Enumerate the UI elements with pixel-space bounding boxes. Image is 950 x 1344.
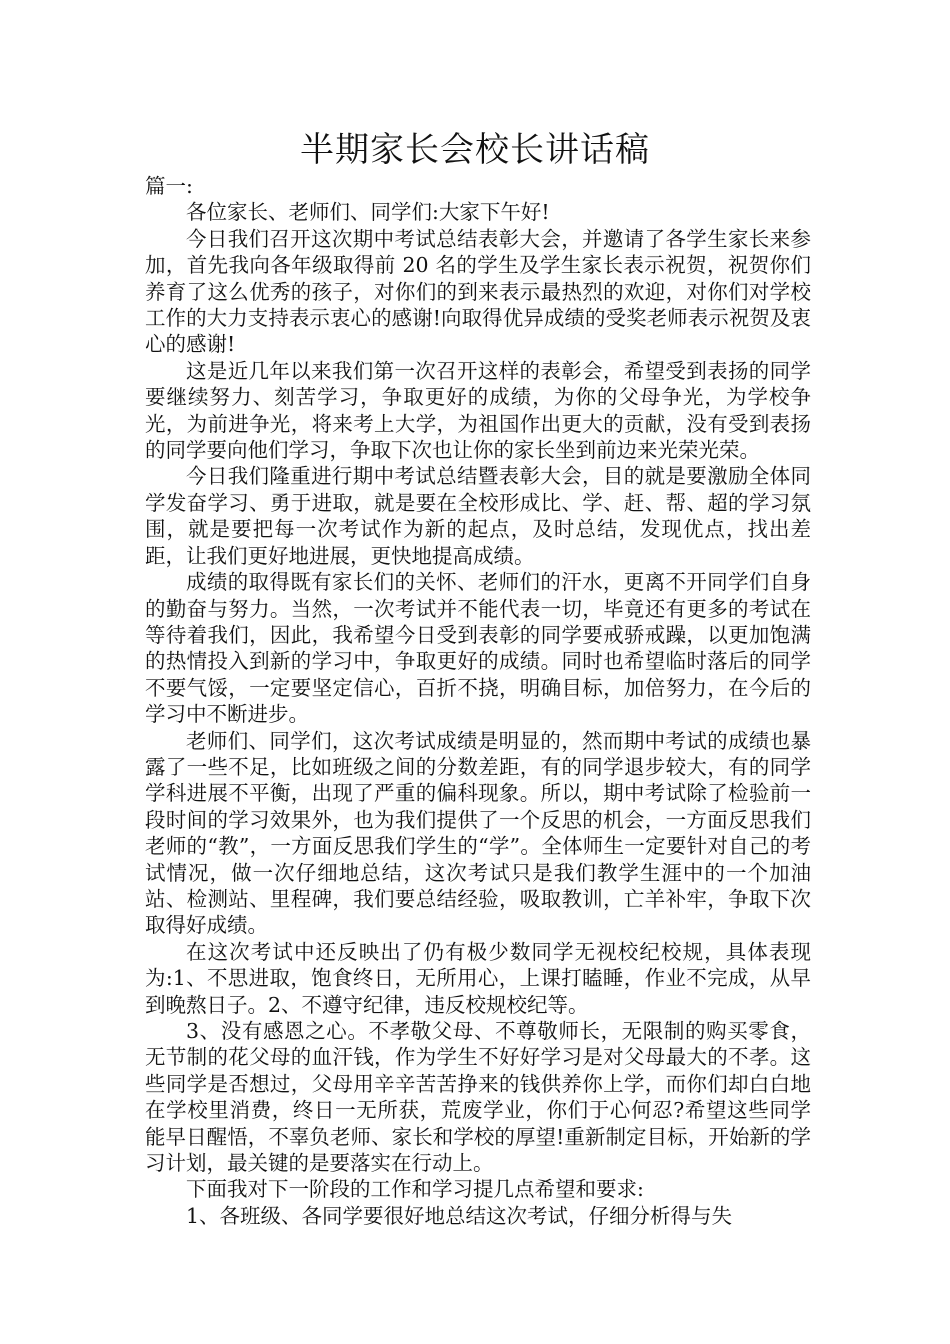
document-title: 半期家长会校长讲话稿: [300, 130, 650, 170]
paragraph-requirement-1: 1、各班级、各同学要很好地总结这次考试，仔细分析得与失: [186, 1203, 733, 1228]
section-label: 篇一:: [145, 174, 193, 198]
paragraph-welcome: 今日我们召开这次期中考试总结表彰大会，并邀请了各学生家长来参加，首先我向各年级取得前 20 名的学生及学生家长表示祝贺，祝贺你们养育了这么优秀的孩子，对你们的到来表示最热烈的欢迎，对你们对学校工作的大力支持表示衷心的感谢!向取得优异成绩的受奖老师表示祝贺及衷心的感谢!: [145, 226, 811, 357]
paragraph-problems: 在这次考试中还反映出了仍有极少数同学无视校纪校规，具体表现为:1、不思进取，饱食终日，无所用心，上课打瞌睡，作业不完成，从早到晚熬日子。2、不遵守纪律，违反校规校纪等。: [145, 939, 811, 1017]
paragraph-greeting: 各位家长、老师们、同学们:大家下午好!: [186, 200, 550, 225]
paragraph-reflection: 老师们、同学们，这次考试成绩是明显的，然而期中考试的成绩也暴露了一些不足，比如班级之间的分数差距，有的同学退步较大，有的同学学科进展不平衡，出现了严重的偏科现象。所以，期中考试除了检验前一段时间的学习效果外，也为我们提供了一个反思的机会，一方面反思我们老师的“教”，一方面反思我们学生的“学”。全体师生一定要针对自己的考试情况，做一次仔细地总结，这次考试只是我们教学生涯中的一个加油站、检测站、里程碑，我们要总结经验，吸取教训，亡羊补牢，争取下次取得好成绩。: [145, 728, 811, 938]
paragraph-gratitude: 3、没有感恩之心。不孝敬父母、不尊敬师长，无限制的购买零食，无节制的花父母的血汗钱，作为学生不好好学习是对父母最大的不孝。这些同学是否想过，父母用辛辛苦苦挣来的钱供养你上学，而你们却白白地在学校里消费，终日一无所获，荒废学业，你们于心何忍?希望这些同学能早日醒悟，不辜负老师、家长和学校的厚望!重新制定目标，开始新的学习计划，最关键的是要落实在行动上。: [145, 1019, 811, 1176]
paragraph-purpose: 今日我们隆重进行期中考试总结暨表彰大会，目的就是要激励全体同学发奋学习、勇于进取，就是要在全校形成比、学、赶、帮、超的学习氛围，就是要把每一次考试作为新的起点，及时总结，发现优点，找出差距，让我们更好地进展，更快地提高成绩。: [145, 464, 811, 568]
paragraph-effort: 成绩的取得既有家长们的关怀、老师们的汗水，更离不开同学们自身的勤奋与努力。当然，一次考试并不能代表一切，毕竟还有更多的考试在等待着我们，因此，我希望今日受到表彰的同学要戒骄戒躁，以更加饱满的热情投入到新的学习中，争取更好的成绩。同时也希望临时落后的同学不要气馁，一定要坚定信心，百折不挠，明确目标，加倍努力，在今后的学习中不断进步。: [145, 570, 811, 727]
document-body: [145, 173, 811, 1229]
paragraph-requirements-intro: 下面我对下一阶段的工作和学习提几点希望和要求:: [186, 1177, 644, 1202]
paragraph-commendation: 这是近几年以来我们第一次召开这样的表彰会，希望受到表扬的同学要继续努力、刻苦学习，争取更好的成绩，为你的父母争光，为学校争光，为前进争光，将来考上大学，为祖国作出更大的贡献，没有受到表扬的同学要向他们学习，争取下次也让你的家长坐到前边来光荣光荣。: [145, 358, 811, 463]
